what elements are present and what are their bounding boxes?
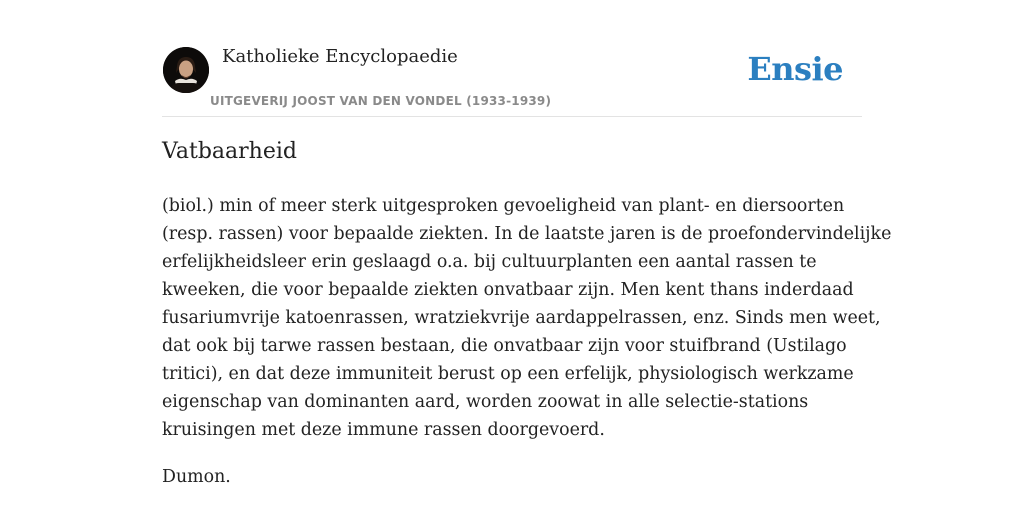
portrait-avatar-graphic <box>163 47 209 93</box>
article-body-line: kweeken, die voor bepaalde ziekten onvatbaar zijn. Men kent thans inderdaad <box>162 280 854 300</box>
author-signature: Dumon. <box>162 467 231 487</box>
article-title: Vatbaarheid <box>162 139 297 164</box>
ensie-logo[interactable]: Ensie <box>747 50 843 88</box>
article-body-line: (biol.) min of meer sterk uitgesproken gevoeligheid van plant- en diersoorten <box>162 196 845 216</box>
article-body-line: dat ook bij tarwe rassen bestaan, die onvatbaar zijn voor stuifbrand (Ustilago <box>162 336 847 356</box>
site-header <box>162 40 862 117</box>
portrait-avatar-icon[interactable] <box>163 47 209 93</box>
article-body-line: erfelijkheidsleer erin geslaagd o.a. bij cultuurplanten een aantal rassen te <box>162 252 817 272</box>
article-body <box>162 192 892 444</box>
article-body-line: tritici), en dat deze immuniteit berust op een erfelijk, physiologisch werkzame <box>162 364 854 384</box>
article-body-line: kruisingen met deze immune rassen doorgevoerd. <box>162 420 605 440</box>
article-body-line: (resp. rassen) voor bepaalde ziekten. In de laatste jaren is de proefondervindelijke <box>162 224 892 244</box>
encyclopedia-title[interactable]: Katholieke Encyclopaedie <box>222 46 458 67</box>
article-body-line: fusariumvrije katoenrassen, wratziekvrije aardappelrassen, enz. Sinds men weet, <box>162 308 881 328</box>
publisher-label: UITGEVERIJ JOOST VAN DEN VONDEL (1933-1939) <box>210 94 552 108</box>
article-body-line: eigenschap van dominanten aard, worden zoowat in alle selectie-stations <box>162 392 809 412</box>
